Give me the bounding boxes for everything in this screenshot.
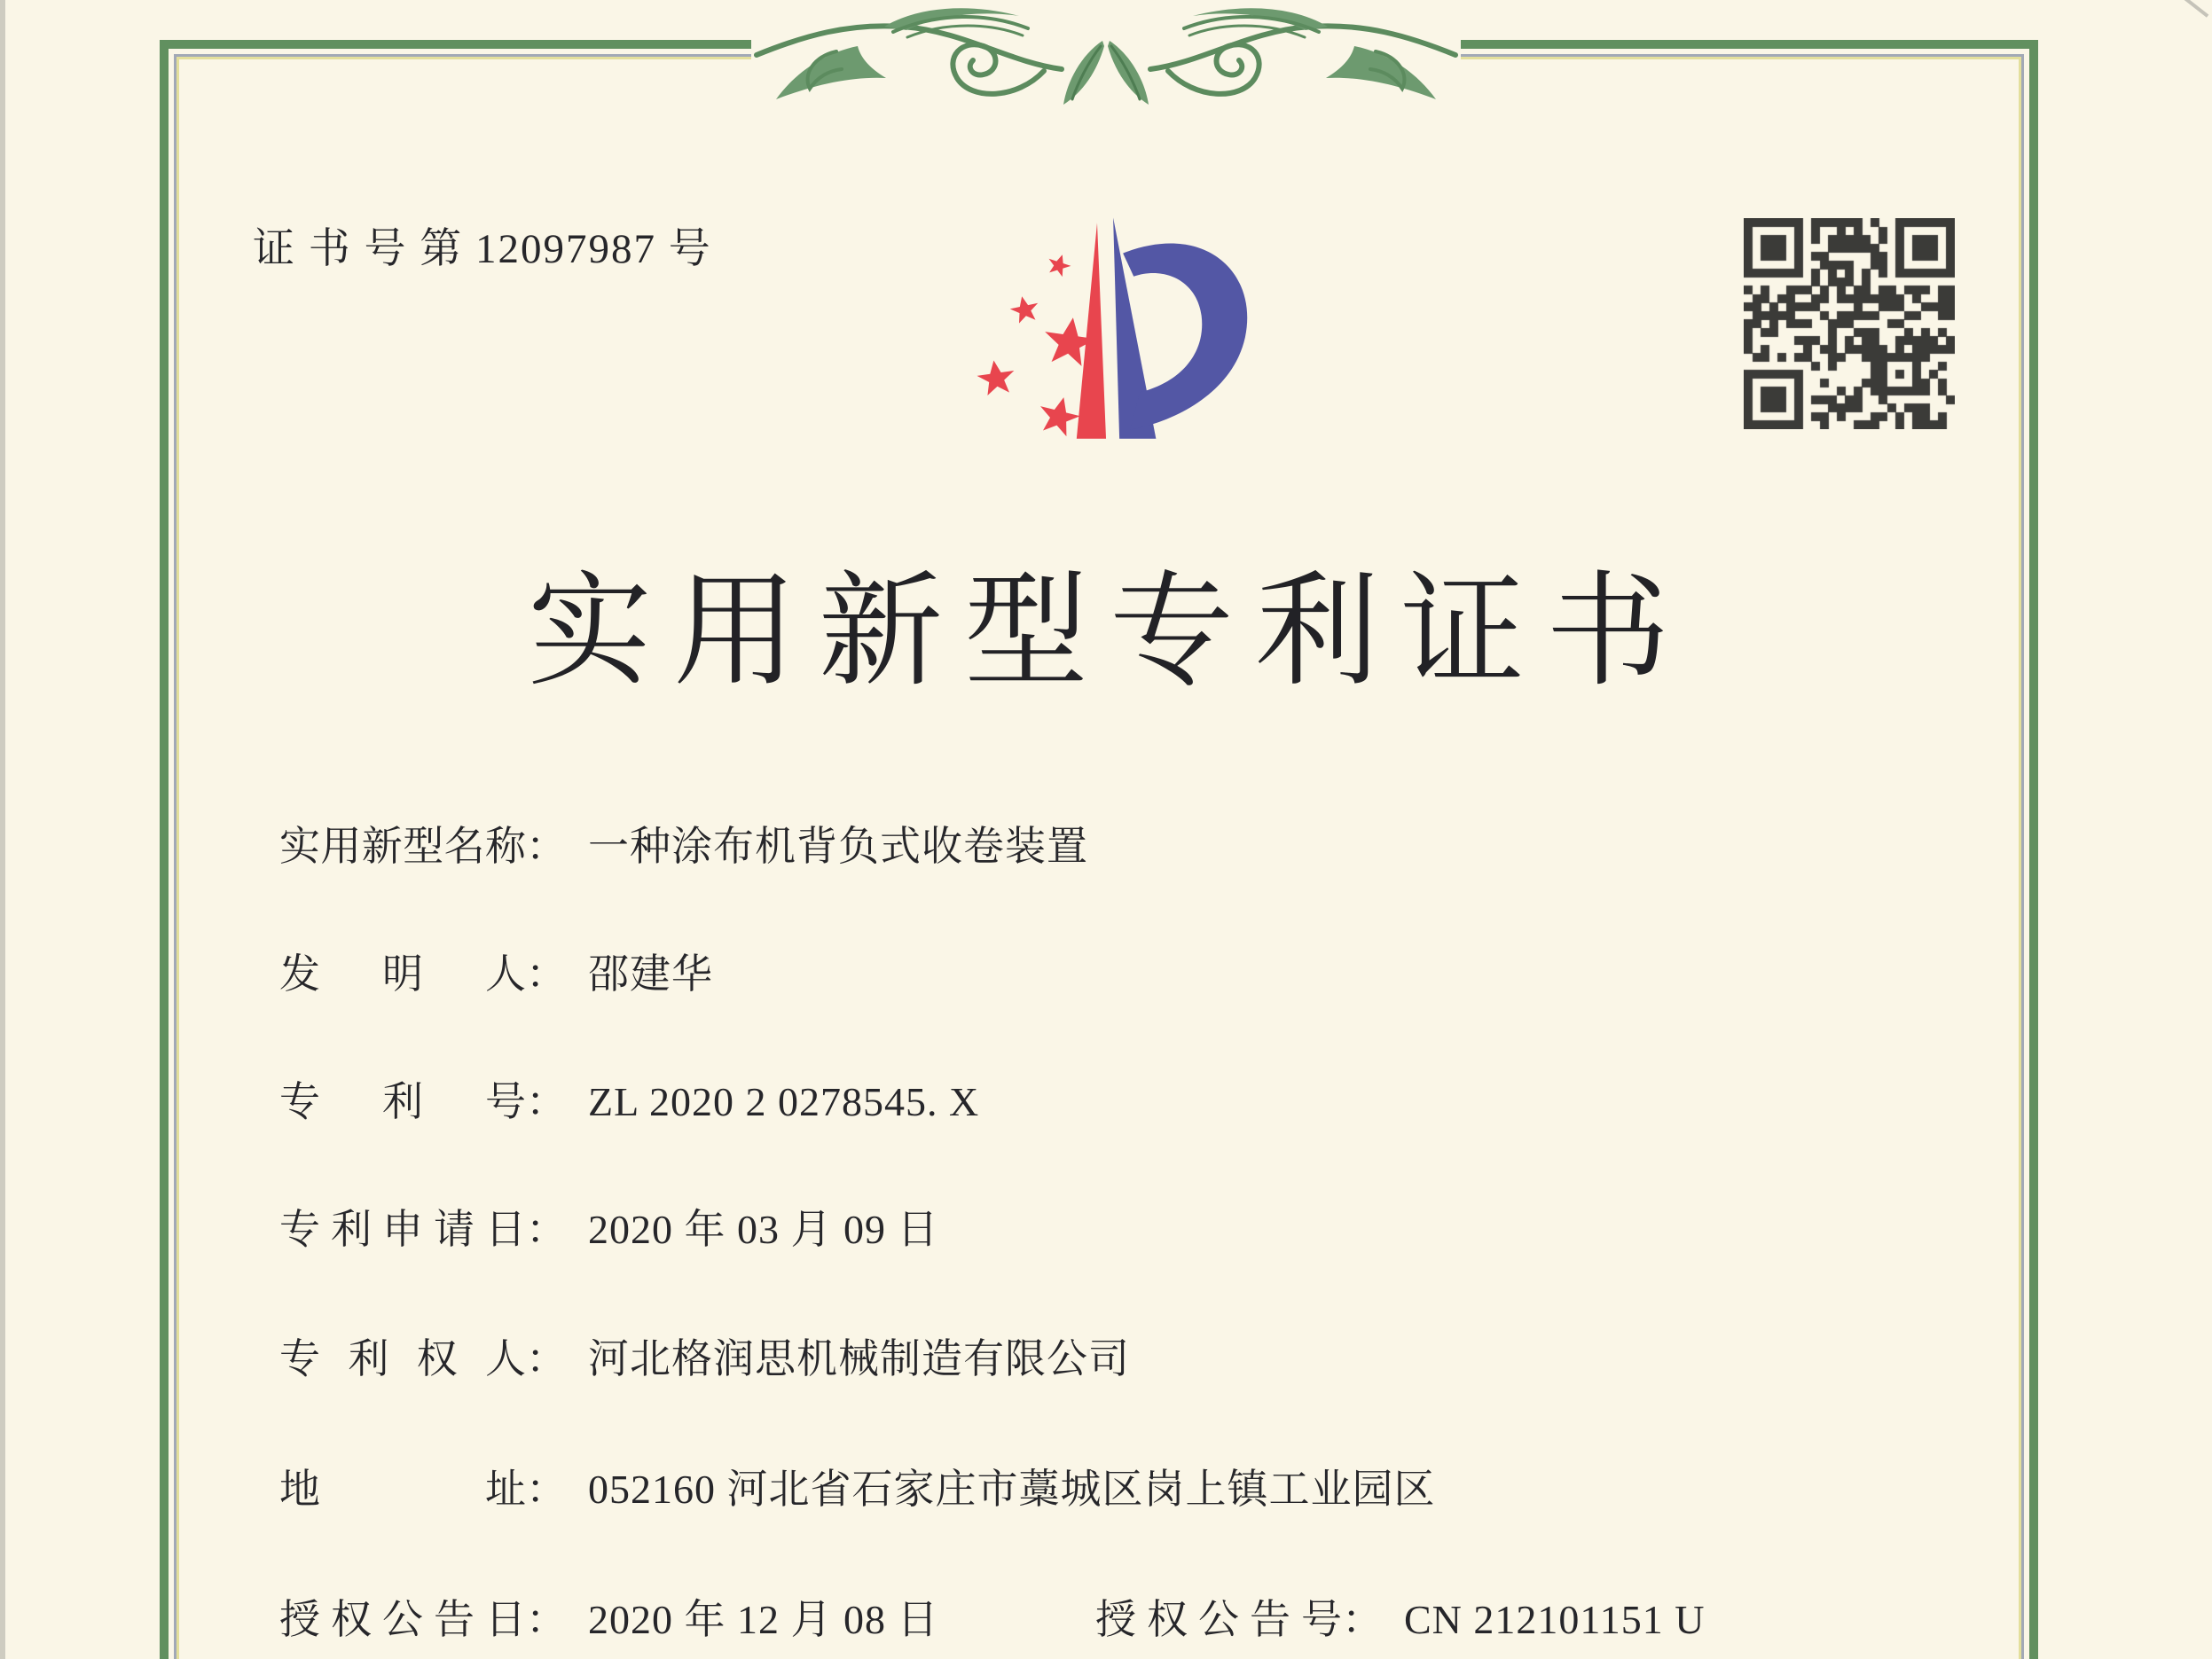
field-row-utility-model-name [279, 814, 1088, 873]
field-row-filing-date [279, 1197, 939, 1256]
field-label: 地址 [279, 1467, 526, 1512]
field-label: 授权公告号 [1095, 1597, 1342, 1642]
green-flourish-ornament-icon [751, 0, 1461, 110]
field-colon: ： [526, 824, 567, 869]
field-colon: ： [526, 1336, 567, 1381]
field-value: 一种涂布机背负式收卷装置 [588, 824, 1088, 869]
field-label: 专利申请日 [279, 1207, 526, 1252]
field-value: ZL 2020 2 0278545. X [588, 1079, 980, 1124]
field-colon: ： [526, 1597, 567, 1642]
certificate-number: 证 书 号 第 12097987 号 [253, 226, 712, 272]
field-row-inventor [279, 942, 713, 1000]
field-row-address [279, 1457, 1436, 1515]
field-value: 2020 年 12 月 08 日 [588, 1597, 939, 1642]
scan-edge-artifact [0, 0, 5, 1659]
cnipa-logo-icon [945, 195, 1257, 447]
field-value: 邵建华 [588, 951, 713, 997]
top-ornament [751, 0, 1461, 110]
field-label: 专利号 [279, 1079, 526, 1124]
field-colon: ： [526, 1079, 567, 1124]
field-colon: ： [526, 1207, 567, 1252]
field-row-patent-number [279, 1069, 979, 1128]
field-row-grant-date [279, 1587, 939, 1646]
field-label: 专利权人 [279, 1336, 526, 1381]
field-value: 2020 年 03 月 09 日 [588, 1207, 939, 1252]
field-row-grant-number [1095, 1587, 1705, 1646]
field-label: 发明人 [279, 951, 526, 997]
scan-corner-artifact [2175, 0, 2209, 18]
field-value: CN 212101151 U [1404, 1597, 1706, 1642]
field-value: 河北格润思机械制造有限公司 [588, 1336, 1130, 1381]
cnipa-logo [945, 195, 1257, 447]
field-colon: ： [526, 951, 567, 997]
field-colon: ： [526, 1467, 567, 1512]
qr-code [1744, 218, 1955, 429]
page-title: 实用新型专利证书 [527, 564, 1691, 701]
field-value: 052160 河北省石家庄市藁城区岗上镇工业园区 [588, 1467, 1436, 1512]
field-label: 实用新型名称 [279, 824, 526, 869]
field-colon: ： [1342, 1597, 1383, 1642]
field-label: 授权公告日 [279, 1597, 526, 1642]
field-row-patentee [279, 1326, 1130, 1385]
